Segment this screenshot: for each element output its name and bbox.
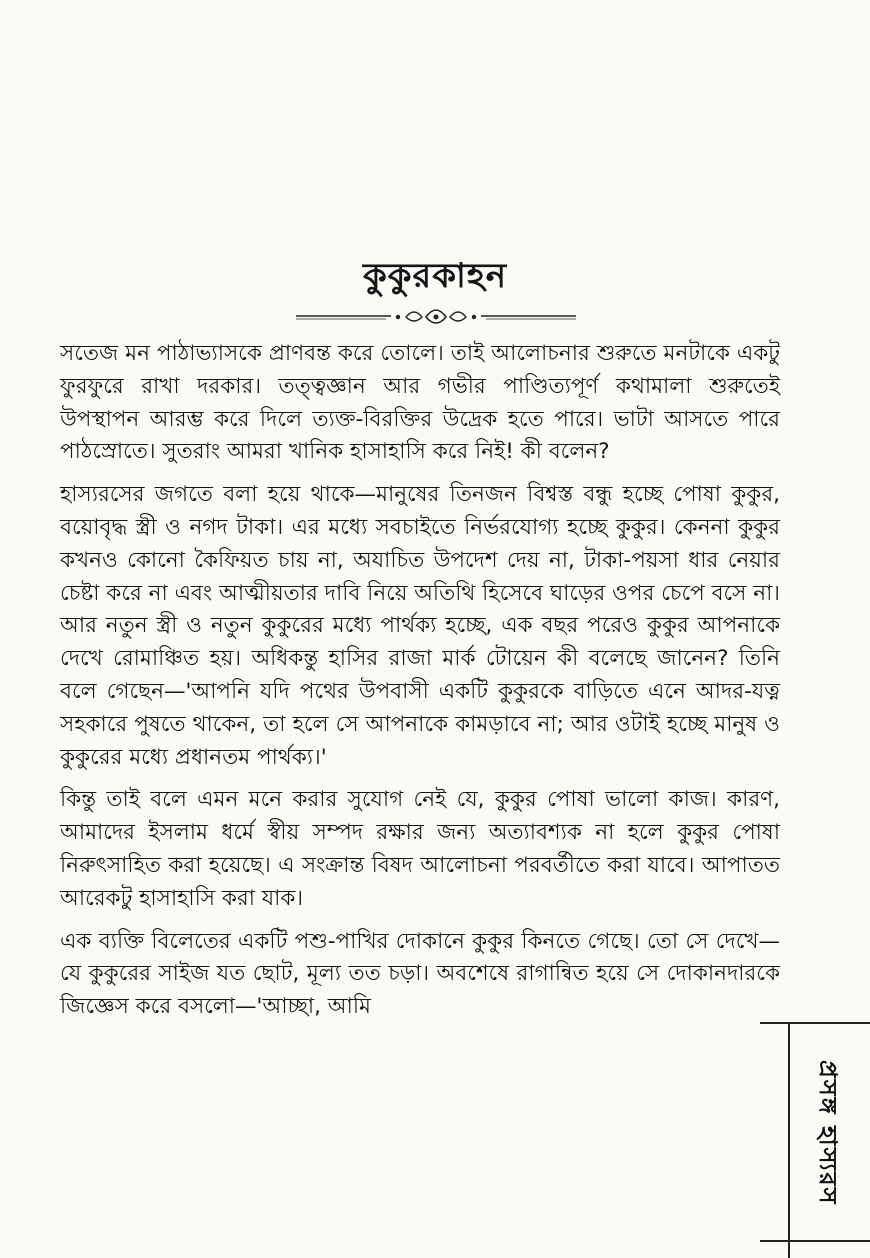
paragraph: কিন্তু তাই বলে এমন মনে করার সুযোগ নেই যে, কুকুর পোষা ভালো কাজ। কারণ, আমাদের ইসলাম ধর্মে স্বীয় সম্পদ রক্ষার জন্য অত্যাবশ্যক না হলে কুকুর পোষা নিরুৎসাহিত করা হয়েছে। এ সংক্রান্ত বিষদ আলোচনা পরবর্তীতে করা যাবে। আপাতত আরেকটু হাসাহাসি করা যাক। (60, 787, 780, 911)
chapter-title: কুকুরকাহন (362, 256, 508, 296)
body-text (60, 338, 780, 1034)
side-rule (788, 1022, 790, 1258)
side-rule-bottom (760, 1240, 870, 1242)
side-rule-top (760, 1022, 870, 1024)
running-title: প্রসঙ্গ হাস্যরস (814, 1060, 842, 1206)
paragraph: হাস্যরসের জগতে বলা হয়ে থাকে—মানুষের তিনজন বিশ্বস্ত বন্ধু হচ্ছে পোষা কুকুর, বয়োবৃদ্ধ স্ত্রী ও নগদ টাকা। এর মধ্যে সবচাইতে নির্ভরযোগ্য হচ্ছে কুকুর। কেননা কুকুর কখনও কোনো কৈফিয়ত চায় না, অযাচিত উপদেশ দেয় না, টাকা-পয়সা ধার নেয়ার চেষ্টা করে না এবং আত্মীয়তার দাবি নিয়ে অতিথি হিসেবে ঘাড়ের ওপর চেপে বসে না। আর নতুন স্ত্রী ও নতুন কুকুরের মধ্যে পার্থক্য হচ্ছে, এক বছর পরেও কুকুর আপনাকে দেখে রোমাঞ্চিত হয়। অধিকন্তু হাসির রাজা মার্ক টোয়েন কী বলেছে জানেন? তিনি বলে গেছেন—'আপনি যদি পথের উপবাসী একটি কুকুরকে বাড়িতে এনে আদর-যত্ন সহকারে পুষতে থাকেন, তা হলে সে আপনাকে কামড়াবে না; আর ওটাই হচ্ছে মানুষ ও কুকুরের মধ্যে প্রধানতম পার্থক্য।' (60, 482, 780, 770)
paragraph: সতেজ মন পাঠাভ্যাসকে প্রাণবন্ত করে তোলে। তাই আলোচনার শুরুতে মনটাকে একটু ফুরফুরে রাখা দরকার। তত্ত্বজ্ঞান আর গভীর পাণ্ডিত্যপূর্ণ কথামালা শুরুতেই উপস্থাপন আরম্ভ করে দিলে ত্যক্ত-বিরক্তির উদ্রেক হতে পারে। ভাটা আসতে পারে পাঠস্রোতে। সুতরাং আমরা খানিক হাসাহাসি করে নিই! কী বলেন? (60, 341, 780, 465)
decorative-divider-icon (296, 302, 576, 330)
paragraph: এক ব্যক্তি বিলেতের একটি পশু-পাখির দোকানে কুকুর কিনতে গেছে। তো সে দেখে—যে কুকুরের সাইজ যত ছোট, মূল্য তত চড়া। অবশেষে রাগান্বিত হয়ে সে দোকানদারকে জিজ্ঞেস করে বসলো—'আচ্ছা, আমি (60, 928, 780, 1020)
